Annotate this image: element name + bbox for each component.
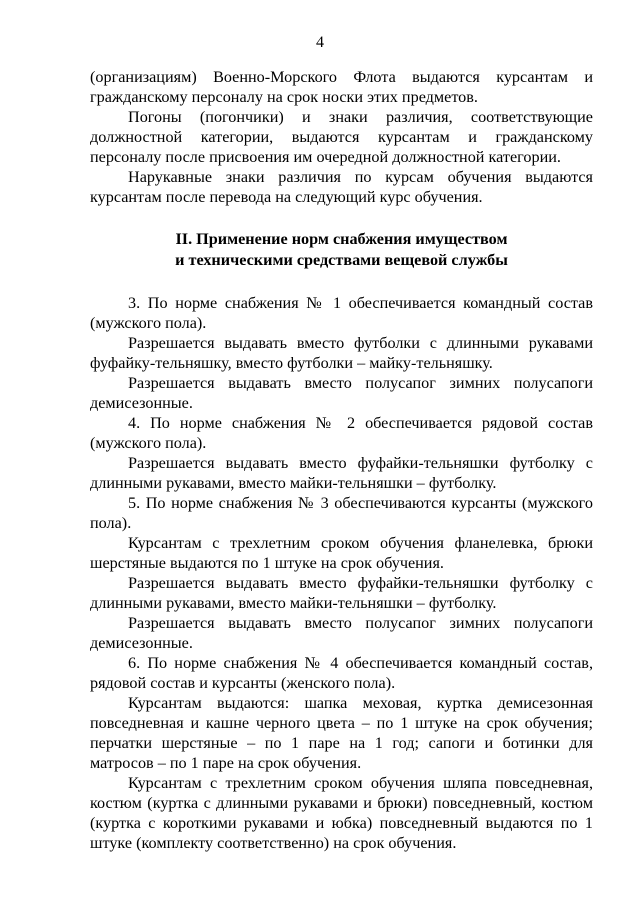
section-heading (90, 229, 593, 271)
paragraph: Разрешается выдавать вместо футболки с длинными рукавами фуфайку-тельняшку, вместо футболки – майку-тельняшку. (90, 334, 593, 372)
paragraph: Курсантам с трехлетним сроком обучения фланелевка, брюки шерстяные выдаются по 1 штуке на срок обучения. (90, 534, 593, 572)
paragraph: Курсантам с трехлетним сроком обучения шляпа повседневная, костюм (куртка с длинными рукавами и брюки) повседневный, костюм (куртка с короткими рукавами и юбка) повседневный выдаются по 1 штуке (комплекту соответственно) на срок обучения. (90, 774, 593, 852)
paragraph: Разрешается выдавать вместо полусапог зимних полусапоги демисезонные. (90, 614, 593, 652)
paragraph: Курсантам выдаются: шапка меховая, куртка демисезонная повседневная и кашне черного цвета – по 1 штуке на срок обучения; перчатки шерстяные – по 1 паре на 1 год; сапоги и ботинки для матросов – по 1 паре на срок обучения. (90, 694, 593, 772)
document-body (90, 67, 593, 853)
paragraph: 5. По норме снабжения № 3 обеспечиваются курсанты (мужского пола). (90, 494, 593, 532)
paragraph: Разрешается выдавать вместо полусапог зимних полусапоги демисезонные. (90, 374, 593, 412)
page-number: 4 (316, 34, 324, 51)
paragraph: 4. По норме снабжения № 2 обеспечивается рядовой состав (мужского пола). (90, 414, 593, 452)
paragraph: 3. По норме снабжения № 1 обеспечивается командный состав (мужского пола). (90, 294, 593, 332)
paragraph: Разрешается выдавать вместо фуфайки-тельняшки футболку с длинными рукавами, вместо майки-тельняшки – футболку. (90, 454, 593, 492)
paragraph: (организациям) Военно-Морского Флота выдаются курсантам и гражданскому персоналу на срок носки этих предметов. (90, 68, 593, 106)
section-heading-line: II. Применение норм снабжения имуществом (175, 230, 508, 248)
paragraph: 6. По норме снабжения № 4 обеспечивается командный состав, рядовой состав и курсанты (женского пола). (90, 654, 593, 692)
paragraph: Погоны (погончики) и знаки различия, соответствующие должностной категории, выдаются курсантам и гражданскому персоналу после присвоения им очередной должностной категории. (90, 108, 593, 166)
section-heading-line: и техническими средствами вещевой службы (175, 251, 508, 269)
paragraph: Нарукавные знаки различия по курсам обучения выдаются курсантам после перевода на следующий курс обучения. (90, 168, 593, 206)
paragraph: Разрешается выдавать вместо фуфайки-тельняшки футболку с длинными рукавами, вместо майки-тельняшки – футболку. (90, 574, 593, 612)
